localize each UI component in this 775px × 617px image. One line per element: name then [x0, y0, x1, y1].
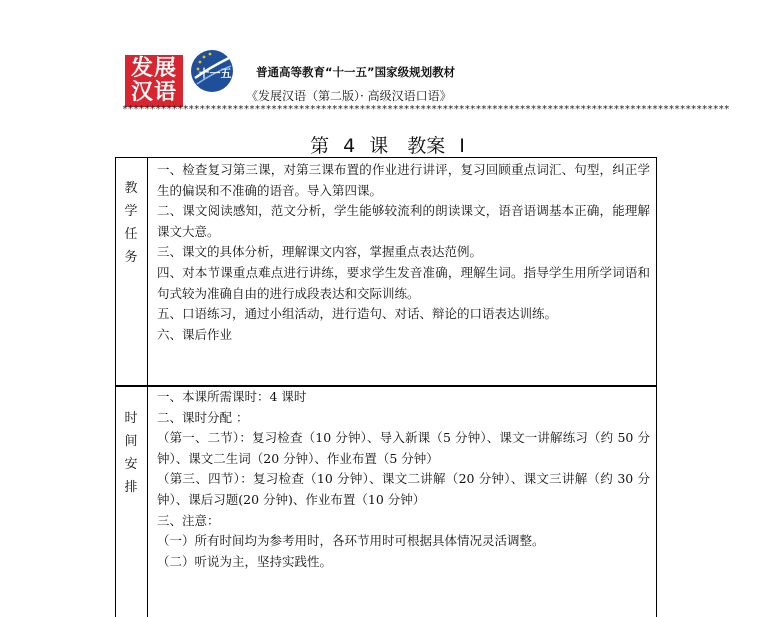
label-char: 务: [124, 250, 138, 265]
content-line: 三、注意：: [157, 512, 220, 528]
section-time-arrangement: [115, 387, 657, 617]
section-label: [115, 407, 147, 499]
content-line: （第一、二节）：复习检查（10 分钟）、导入新课（5 分钟）、课文一讲解练习（约 50 分钟）、课文二生词（20 分钟）、作业布置（5 分钟）: [157, 430, 650, 466]
book-title: 《发展汉语（第二版）· 高级汉语口语》: [246, 89, 452, 103]
section-teaching-tasks: [115, 157, 657, 385]
label-char: 间: [124, 434, 138, 449]
logo-fazhan-hanyu: [125, 55, 183, 107]
section-content: [157, 387, 650, 572]
label-char: 教: [124, 181, 138, 196]
lesson-plan-table: [115, 157, 657, 617]
content-line: （第三、四节）：复习检查（10 分钟）、课文二讲解（20 分钟）、课文三讲解（约 30 分钟）、课后习题(20 分钟)、作业布置（10 分钟）: [157, 471, 650, 507]
star-separator: **************************************************************************************************************: [122, 104, 730, 115]
content-line: 二、课文阅读感知，范文分析，学生能够较流利的朗读课文，语音语调基本正确，能理解课文大意。: [157, 203, 650, 239]
logo-text-bottom: 汉语: [130, 80, 177, 105]
label-char: 排: [124, 480, 138, 495]
section-label: [115, 177, 147, 269]
content-line: （一）所有时间均为参考用时，各环节用时可根据具体情况灵活调整。: [157, 533, 545, 549]
content-line: 一、本课所需课时：4 课时: [157, 389, 307, 404]
label-char: 任: [124, 227, 138, 242]
globe-logo-text: 十一五: [198, 67, 232, 80]
logo-text-top: 发展: [130, 56, 177, 81]
content-line: 二、课时分配 ：: [157, 409, 249, 425]
content-line: （二）听说为主，坚持实践性。: [157, 553, 333, 569]
content-line: 三、课文的具体分析，理解课文内容，掌握重点表达范例。: [157, 244, 483, 260]
content-line: 五、口语练习，通过小组活动，进行造句、对话、辩论的口语表达训练。: [157, 306, 558, 322]
eleventh-five-year-plan-logo-icon: [189, 48, 235, 94]
content-line: 一、检查复习第三课，对第三课布置的作业进行讲评，复习回顾重点词汇、句型，纠正学生的偏误和不准确的语音。导入第四课。: [157, 162, 650, 198]
label-char: 时: [124, 411, 138, 426]
page-title: 第 4 课 教案 Ⅰ: [310, 135, 465, 157]
series-title: 普通高等教育“十一五”国家级规划教材: [256, 65, 456, 79]
label-char: 学: [124, 204, 138, 219]
section-content: [157, 160, 650, 345]
content-line: 六、课后作业: [157, 326, 233, 342]
content-line: 四、对本节课重点难点进行讲练，要求学生发音准确，理解生词。指导学生用所学词语和句式较为准确自由的进行成段表达和交际训练。: [157, 264, 650, 301]
label-char: 安: [124, 457, 138, 472]
